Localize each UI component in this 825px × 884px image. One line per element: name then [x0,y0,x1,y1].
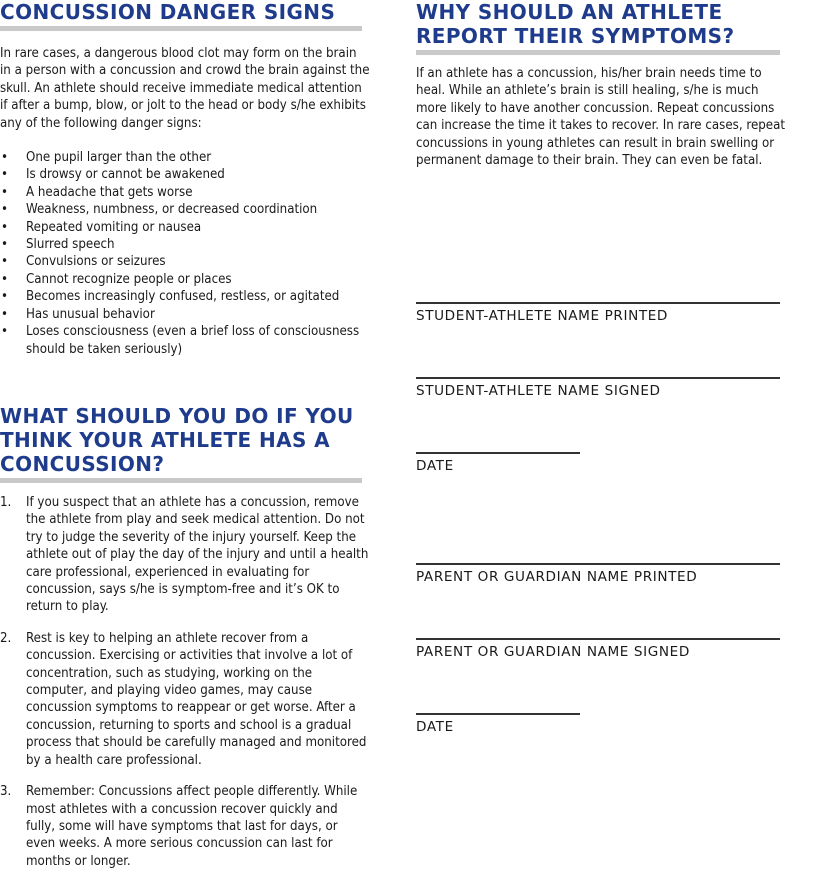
danger-signs-intro: In rare cases, a dangerous blood clot may form on the brain in a person with a concussion and crowd the brain against the skull. An athlete should receive immediate medical attention if after a bump, blow, or jolt to the head or body s/he exhibits any of the following danger signs: [0,46,370,131]
step-text: Remember: Concussions affect people differently. While most athletes with a concussion recover quickly and fully, some will have symptoms that last for days, or even weeks. A more serious concussion can last for months or longer. [26,784,358,869]
list-item [0,783,370,870]
why-report-heading: WHY SHOULD AN ATHLETE REPORT THEIR SYMPTOMS? [416,0,780,55]
list-item: • Has unusual behavior [0,306,370,323]
list-item: • Slurred speech [0,236,370,253]
list-item [0,494,370,616]
list-item [0,630,370,769]
why-report-body: If an athlete has a concussion, his/her brain needs time to heal. While an athlete’s brain is still healing, s/he is much more likely to have another concussion. Repeat concussions can increase the time it takes to recover. In rare cases, repeat concussions in young athletes can result in brain swelling or permanent damage to their brain. They can even be fatal. [416,66,785,169]
step-text: Rest is key to helping an athlete recover from a concussion. Exercising or activities that involve a lot of concentration, such as studying, working on the computer, and playing video games, may cause concussion symptoms to reappear or get worse. After a concussion, returning to sports and school is a gradual process that should be carefully managed and monitored by a health care professional. [26,630,367,768]
why-report-section [416,0,786,169]
student-name-printed-field[interactable]: STUDENT-ATHLETE NAME PRINTED [416,302,780,324]
list-item: • Cannot recognize people or places [0,271,370,288]
list-item: • Loses consciousness (even a brief loss of consciousness should be taken seriously) [0,323,370,358]
step-text: If you suspect that an athlete has a concussion, remove the athlete from play and seek medical attention. Do not try to judge the severity of the injury yourself. Keep the athlete out of play the day of the injury and until a health care professional, experienced in evaluating for concussion, says s/he is symptom-free and it’s OK to return to play. [26,495,369,615]
student-name-signed-field[interactable]: STUDENT-ATHLETE NAME SIGNED [416,377,780,399]
parent-name-signed-field[interactable]: PARENT OR GUARDIAN NAME SIGNED [416,638,780,660]
what-to-do-section [0,404,370,884]
list-item: • Becomes increasingly confused, restless, or agitated [0,288,370,305]
list-item: • Weakness, numbness, or decreased coordination [0,201,370,218]
left-column [0,0,370,869]
step-number: 3. [0,784,12,800]
step-number: 2. [0,630,12,646]
list-item: • One pupil larger than the other [0,149,370,166]
list-item: • Is drowsy or cannot be awakened [0,166,370,183]
steps-list [0,494,370,870]
step-number: 1. [0,495,12,510]
parent-date-field[interactable]: DATE [416,713,580,735]
right-column [416,0,786,169]
list-item: • Repeated vomiting or nausea [0,219,370,236]
what-to-do-heading: WHAT SHOULD YOU DO IF YOU THINK YOUR ATHLETE HAS A CONCUSSION? [0,404,362,483]
danger-signs-section [0,0,370,358]
student-date-field[interactable]: DATE [416,452,580,474]
list-item: • Convulsions or seizures [0,253,370,270]
danger-signs-heading: CONCUSSION DANGER SIGNS [0,0,362,31]
list-item: • A headache that gets worse [0,184,370,201]
danger-signs-list [0,149,370,358]
parent-name-printed-field[interactable]: PARENT OR GUARDIAN NAME PRINTED [416,563,780,585]
